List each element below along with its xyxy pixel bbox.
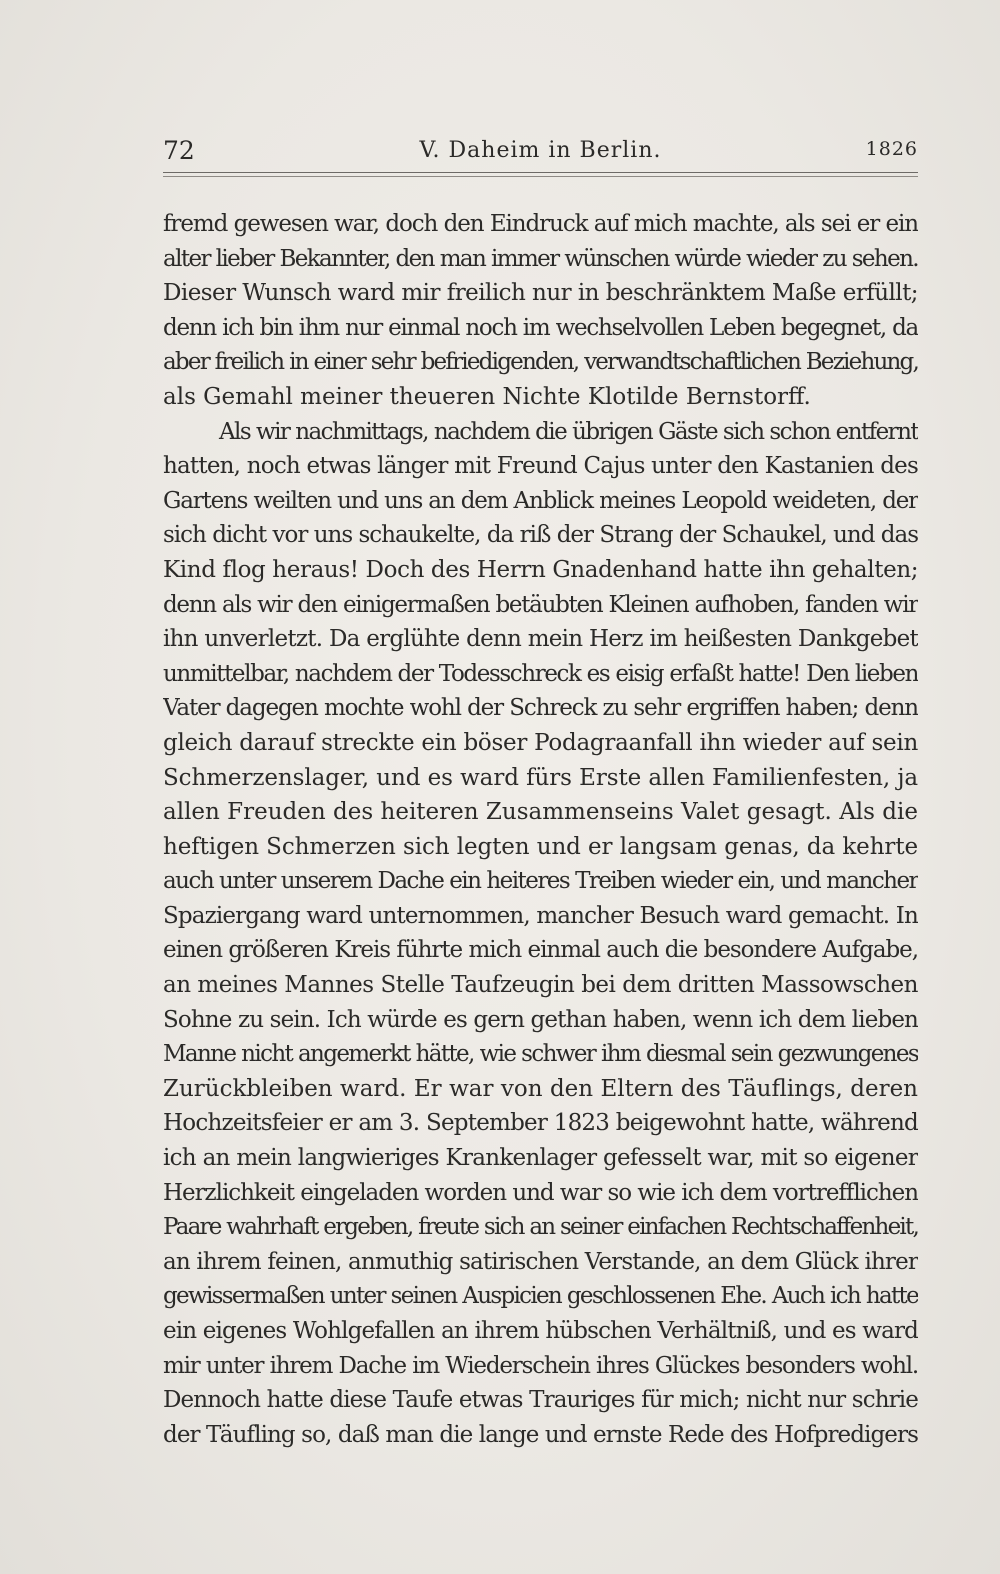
- text-line: unmittelbar, nachdem der Todesschreck es eisig erfaßt hatte! Den lieben: [163, 660, 918, 687]
- text-line: denn als wir den einigermaßen betäubten Kleinen aufhoben, fanden wir: [163, 591, 918, 618]
- text-line: Dennoch hatte diese Taufe etwas Trauriges für mich; nicht nur schrie: [163, 1387, 918, 1414]
- text-line: an meines Mannes Stelle Taufzeugin bei dem dritten Massowschen: [163, 972, 918, 999]
- text-line: Kind flog heraus! Doch des Herrn Gnadenhand hatte ihn gehalten;: [163, 556, 918, 583]
- text-line: Gartens weilten und uns an dem Anblick meines Leopold weideten, der: [163, 487, 918, 514]
- text-line: allen Freuden des heiteren Zusammenseins Valet gesagt. Als die: [163, 799, 918, 826]
- text-line: gewissermaßen unter seinen Auspicien geschlossenen Ehe. Auch ich hatte: [163, 1283, 918, 1310]
- text-line: denn ich bin ihm nur einmal noch im wechselvollen Leben begegnet, da: [163, 314, 918, 341]
- text-line: Sohne zu sein. Ich würde es gern gethan haben, wenn ich dem lieben: [163, 1006, 918, 1033]
- text-line: Manne nicht angemerkt hätte, wie schwer ihm diesmal sein gezwungenes: [163, 1041, 918, 1068]
- text-line: Schmerzenslager, und es ward fürs Erste allen Familienfesten, ja: [163, 764, 918, 791]
- text-line: ihn unverletzt. Da erglühte denn mein Herz im heißesten Dankgebet: [163, 626, 918, 653]
- running-title: V. Daheim in Berlin.: [419, 138, 662, 163]
- text-line: Dieser Wunsch ward mir freilich nur in beschränktem Maße erfüllt;: [163, 280, 918, 307]
- header-year: 1826: [865, 138, 918, 160]
- text-line: einen größeren Kreis führte mich einmal auch die besondere Aufgabe,: [163, 937, 918, 964]
- text-line: sich dicht vor uns schaukelte, da riß der Strang der Schaukel, und das: [163, 522, 918, 549]
- text-line: alter lieber Bekannter, den man immer wünschen würde wieder zu sehen.: [163, 245, 918, 272]
- text-line: auch unter unserem Dache ein heiteres Treiben wieder ein, und mancher: [163, 868, 918, 895]
- text-line: Vater dagegen mochte wohl der Schreck zu sehr ergriffen haben; denn: [163, 695, 918, 722]
- text-line: als Gemahl meiner theueren Nichte Klotilde Bernstorff.: [163, 383, 811, 410]
- text-line: Herzlichkeit eingeladen worden und war so wie ich dem vortrefflichen: [163, 1179, 918, 1206]
- text-line: ein eigenes Wohlgefallen an ihrem hübschen Verhältniß, und es ward: [163, 1318, 918, 1344]
- text-line: ich an mein langwieriges Krankenlager gefesselt war, mit so eigener: [163, 1145, 918, 1172]
- text-line: fremd gewesen war, doch den Eindruck auf mich machte, als sei er ein: [163, 211, 918, 237]
- text-line: Spaziergang ward unternommen, mancher Besuch ward gemacht. In: [163, 902, 918, 929]
- text-line: Zurückbleiben ward. Er war von den Eltern des Täuflings, deren: [163, 1075, 918, 1102]
- header-rule: [163, 172, 918, 173]
- text-line: der Täufling so, daß man die lange und ernste Rede des Hofpredigers: [163, 1421, 918, 1448]
- page-number: 72: [163, 136, 195, 165]
- text-line: Hochzeitsfeier er am 3. September 1823 beigewohnt hatte, während: [163, 1110, 918, 1137]
- text-line: mir unter ihrem Dache im Wiederschein ihres Glückes besonders wohl.: [163, 1352, 918, 1379]
- text-line: heftigen Schmerzen sich legten und er langsam genas, da kehrte: [163, 833, 918, 860]
- text-line: an ihrem feinen, anmuthig satirischen Verstande, an dem Glück ihrer: [163, 1248, 918, 1275]
- text-line: Als wir nachmittags, nachdem die übrigen Gäste sich schon entfernt: [219, 418, 918, 445]
- page-header: [163, 128, 918, 172]
- body-text: [163, 207, 918, 1452]
- text-line: gleich darauf streckte ein böser Podagraanfall ihn wieder auf sein: [163, 729, 918, 756]
- text-line: hatten, noch etwas länger mit Freund Cajus unter den Kastanien des: [163, 453, 918, 480]
- header-rule-secondary: [163, 176, 918, 177]
- text-line: aber freilich in einer sehr befriedigenden, verwandtschaftlichen Beziehung,: [163, 349, 918, 376]
- text-line: Paare wahrhaft ergeben, freute sich an seiner einfachen Rechtschaffenheit,: [163, 1214, 918, 1241]
